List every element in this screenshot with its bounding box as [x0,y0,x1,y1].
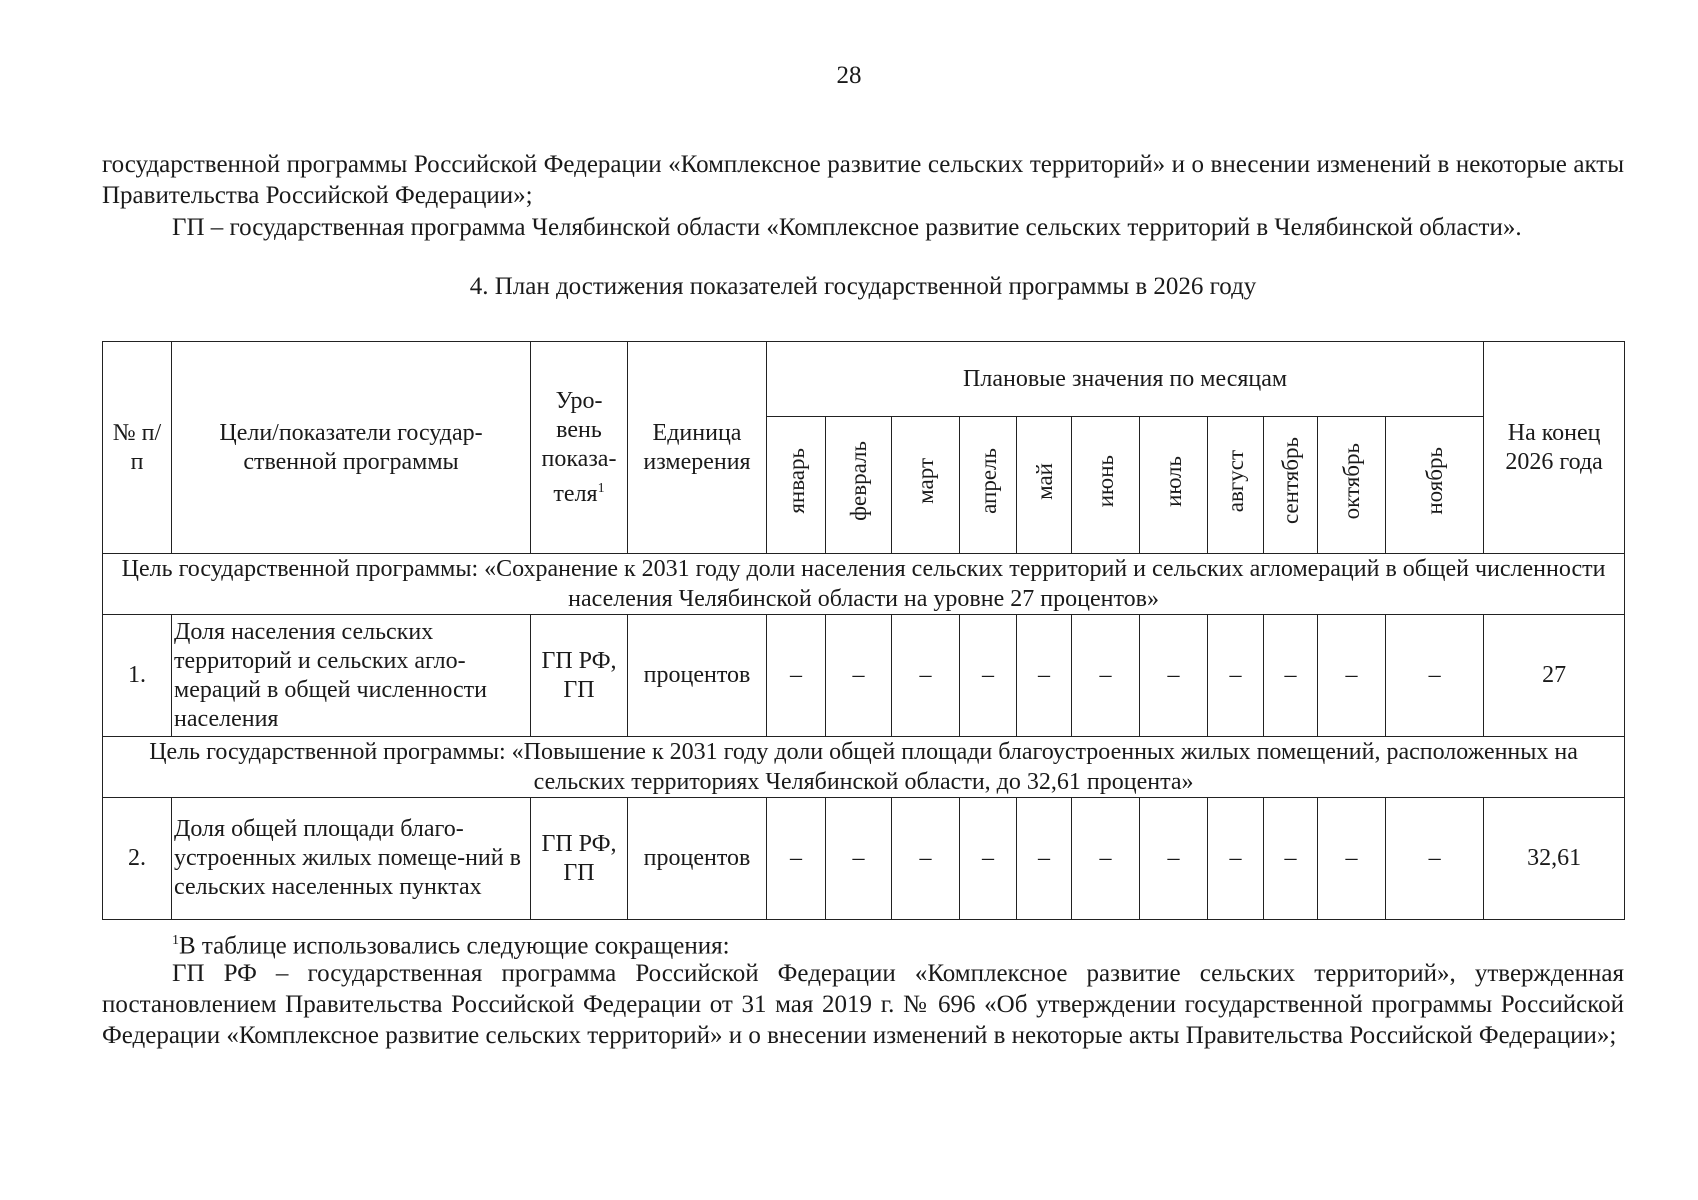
footnote-mark: 1 [172,933,179,948]
month-value: – [892,615,960,737]
month-label: январь [783,448,809,514]
month-value: – [1072,798,1140,920]
indicator-unit: процентов [628,798,767,920]
goal-row-1 [103,554,1625,615]
row-num: 2. [103,798,172,920]
month-value: – [1264,615,1318,737]
month-value: – [960,798,1017,920]
month-value: – [826,798,892,920]
header-monthly-values: Плановые значения по месяцам [767,342,1484,417]
table-row [103,798,1625,920]
month-value: – [1140,798,1208,920]
header-level-footnote-mark: 1 [597,480,605,496]
indicator-level: ГП РФ, ГП [531,798,628,920]
page-number: 28 [836,62,862,89]
month-value: – [960,615,1017,737]
month-value: – [892,798,960,920]
month-value: – [1386,615,1484,737]
end-of-year-value: 27 [1484,615,1625,737]
goal-1-text: Цель государственной программы: «Сохранение к 2031 году доли населения сельских территорий и сельских агломераций в общей численности населения Челябинской области на уровне 27 процентов» [103,554,1625,615]
month-label: октябрь [1339,442,1364,520]
month-label: март [913,458,938,504]
month-value: – [1208,615,1264,737]
month-header [1140,417,1208,554]
month-header [826,417,892,554]
month-label: апрель [975,448,1001,514]
month-header [1264,417,1318,554]
intro-paragraph-1: государственной программы Российской Федерации «Комплексное развитие сельских территорий» и о внесении изменений в некоторые акты Правительства Российской Федерации»; [102,151,1624,209]
month-label: август [1223,449,1248,513]
end-of-year-value: 32,61 [1484,798,1625,920]
indicator-name: Доля общей площади благо-устроенных жилых помеще-ний в сельских населенных пунктах [172,798,531,920]
month-header [767,417,826,554]
month-value: – [1017,615,1072,737]
month-value: – [826,615,892,737]
month-header [1208,417,1264,554]
intro-paragraph-2: ГП – государственная программа Челябинской области «Комплексное развитие сельских территорий в Челябинской области». [172,214,1522,241]
month-header [1318,417,1386,554]
goal-row-2 [103,737,1625,798]
table-header-row [103,342,1625,417]
month-value: – [1318,615,1386,737]
month-value: – [767,615,826,737]
footnote-line [172,926,730,960]
header-num: № п/п [103,342,172,554]
footnote-text: В таблице использовались следующие сокращения: [179,932,730,960]
row-num: 1. [103,615,172,737]
month-value: – [1386,798,1484,920]
month-label: май [1031,462,1057,500]
month-label: ноябрь [1422,447,1448,515]
header-end-of-year: На конец 2026 года [1484,342,1625,554]
month-header [1386,417,1484,554]
month-header [1017,417,1072,554]
header-unit: Единица измерения [628,342,767,554]
month-header [960,417,1017,554]
header-goal-indicator: Цели/показатели государ-ственной программы [172,342,531,554]
indicator-plan-table [102,341,1625,920]
month-value: – [1208,798,1264,920]
month-header [892,417,960,554]
footnote-abbreviation-paragraph: ГП РФ – государственная программа Российской Федерации «Комплексное развитие сельских территорий», утвержденная постановлением Правительства Российской Федерации от 31 мая 2019 г. № 696 «Об утверждении государственной программы Российской Федерации «Комплексное развитие сельских территорий» и о внесении изменений в некоторые акты Правительства Российской Федерации»; [102,960,1624,1049]
month-value: – [1017,798,1072,920]
indicator-unit: процентов [628,615,767,737]
month-value: – [767,798,826,920]
month-label: июль [1161,455,1186,507]
month-value: – [1264,798,1318,920]
indicator-level: ГП РФ, ГП [531,615,628,737]
month-label: июнь [1093,454,1118,508]
month-label: сентябрь [1278,437,1303,525]
month-value: – [1072,615,1140,737]
header-level [531,342,628,554]
month-value: – [1140,615,1208,737]
month-label: февраль [846,441,871,521]
table-row [103,615,1625,737]
header-level-text: Уро-вень показа-теля [541,387,617,507]
goal-2-text: Цель государственной программы: «Повышение к 2031 году доли общей площади благоустроенных жилых помещений, расположенных на сельских территориях Челябинской области, до 32,61 процента» [103,737,1625,798]
month-header [1072,417,1140,554]
indicator-name: Доля населения сельских территорий и сельских агло-мераций в общей численности населения [172,615,531,737]
table-caption: 4. План достижения показателей государственной программы в 2026 году [469,273,1257,300]
month-value: – [1318,798,1386,920]
